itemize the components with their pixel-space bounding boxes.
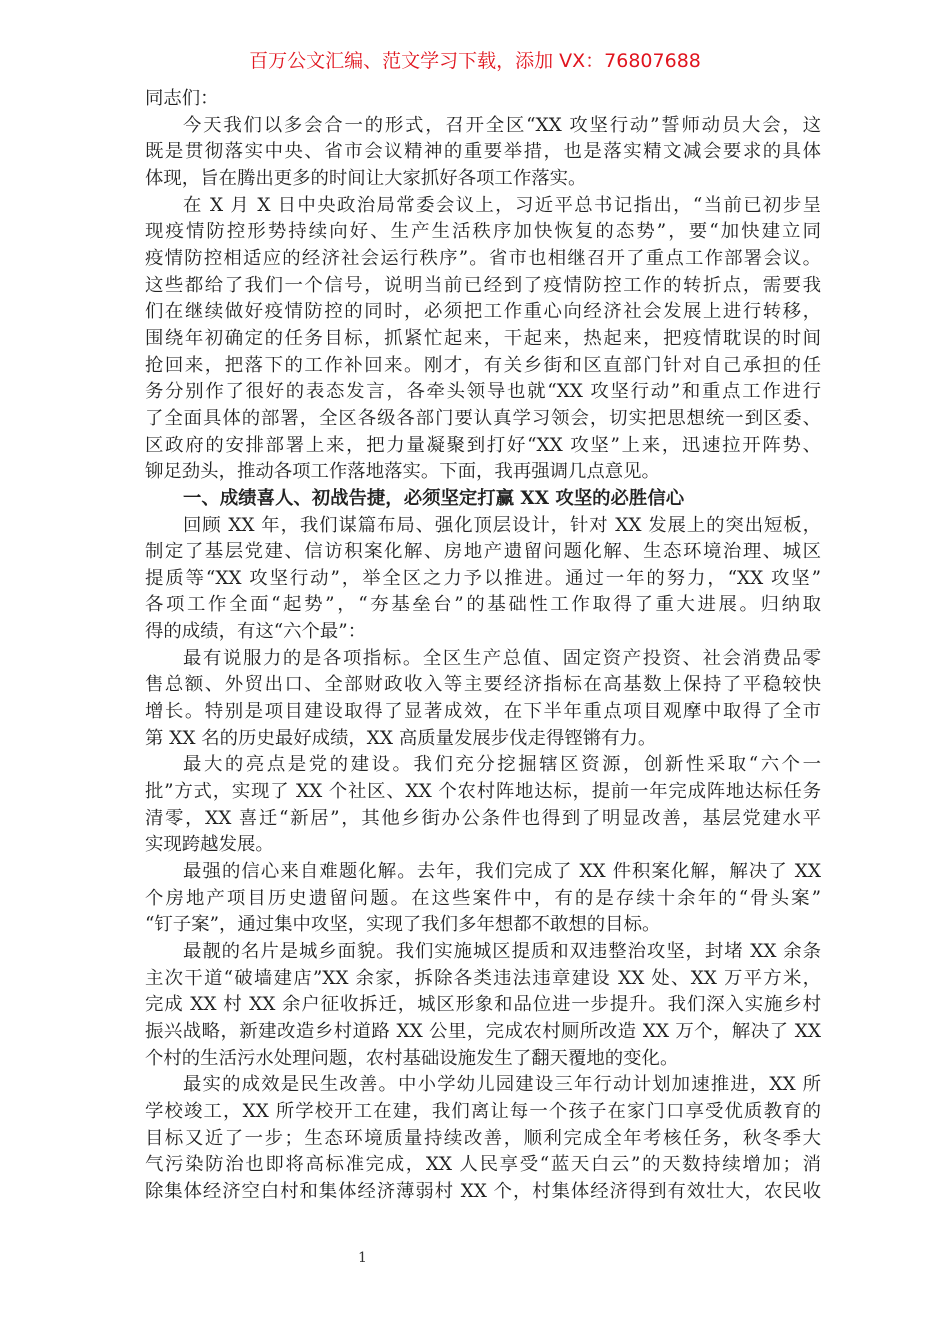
- text-line: 最靓的名片是城乡面貌。我们实施城区提质和双违整治攻坚，封堵 XX 余条: [183, 941, 821, 962]
- text-line: 批”方式，实现了 XX 个社区、XX 个农村阵地达标，提前一年完成阵地达标任务: [145, 781, 821, 803]
- text-line: 各项工作全面“起势”，“夯基垒台”的基础性工作取得了重大进展。归纳取: [145, 594, 821, 616]
- text-line: 完成 XX 村 XX 余户征收拆迁，城区形象和品位进一步提升。我们深入实施乡村: [145, 994, 821, 1016]
- text-line: 最实的成效是民生改善。中小学幼儿园建设三年行动计划加速推进，XX 所: [183, 1074, 821, 1096]
- document-body: [145, 86, 821, 1206]
- salutation: [145, 86, 821, 113]
- text-line: 回顾 XX 年，我们谋篇布局、强化顶层设计，针对 XX 发展上的突出短板，: [183, 514, 821, 536]
- text-line: 主次干道“破墙建店”XX 余家，拆除各类违法违章建设 XX 处、XX 万平方米，: [145, 967, 821, 989]
- text-line: 疫情防控相适应的经济社会运行秩序”。省市也相继召开了重点工作部署会议。: [145, 247, 821, 269]
- text-line: 铆足劲头，推动各项工作落地落实。下面，我再强调几点意见。: [145, 461, 660, 483]
- text-line: 务分别作了很好的表态发言，各牵头领导也就“XX 攻坚行动”和重点工作进行: [145, 381, 821, 403]
- paragraph: [145, 752, 821, 859]
- text-line: “钉子案”，通过集中攻坚，实现了我们多年想都不敢想的目标。: [145, 914, 661, 936]
- paragraph: [145, 859, 821, 939]
- text-line: 实现跨越发展。: [145, 834, 274, 856]
- text-line: 得的成绩，有这“六个最”：: [145, 621, 367, 643]
- watermark-banner: 百万公文汇编、范文学习下载，添加 VX：76807688: [249, 50, 701, 72]
- text-line: 一、成绩喜人、初战告捷，必须坚定打赢 XX 攻坚的必胜信心: [183, 487, 685, 509]
- text-line: 最有说服力的是各项指标。全区生产总值、固定资产投资、社会消费品零: [183, 647, 821, 669]
- text-line: 第 XX 名的历史最好成绩，XX 高质量发展步伐走得铿锵有力。: [145, 727, 657, 749]
- page-number: 1: [358, 1250, 367, 1266]
- text-line: 现疫情防控形势持续向好、生产生活秩序加快恢复的态势”，要“加快建立同: [145, 221, 821, 243]
- text-line: 了全面具体的部署，全区各级各部门要认真学习领会，切实把思想统一到区委、: [145, 407, 821, 429]
- text-line: 除集体经济空白村和集体经济薄弱村 XX 个，村集体经济得到有效壮大，农民收: [145, 1180, 821, 1202]
- text-line: 售总额、外贸出口、全部财政收入等主要经济指标在高基数上保持了平稳较快: [145, 674, 821, 696]
- section-heading: [145, 486, 821, 513]
- text-line: 今天我们以多会合一的形式，召开全区“XX 攻坚行动”誓师动员大会，这: [183, 114, 821, 136]
- text-line: 抢回来，把落下的工作补回来。刚才，有关乡街和区直部门针对自己承担的任: [145, 354, 821, 376]
- text-line: 最大的亮点是党的建设。我们充分挖掘辖区资源，创新性采取“六个一: [183, 754, 821, 776]
- text-line: 们在继续做好疫情防控的同时，必须把工作重心向经济社会发展上进行转移，: [145, 301, 821, 323]
- paragraph: [145, 113, 821, 193]
- text-line: 最强的信心来自难题化解。去年，我们完成了 XX 件积案化解，解决了 XX: [183, 861, 821, 883]
- text-line: 既是贯彻落实中央、省市会议精神的重要举措，也是落实精文减会要求的具体: [145, 141, 821, 163]
- text-line: 振兴战略，新建改造乡村道路 XX 公里，完成农村厕所改造 XX 万个，解决了 XX: [145, 1020, 821, 1042]
- text-line: 制定了基层党建、信访积案化解、房地产遗留问题化解、生态环境治理、城区: [145, 541, 821, 563]
- paragraph: [145, 513, 821, 646]
- paragraph: [145, 1072, 821, 1205]
- text-line: 这些都给了我们一个信号，说明当前已经到了疫情防控工作的转折点，需要我: [145, 274, 821, 296]
- paragraph: [145, 193, 821, 486]
- text-line: 增长。特别是项目建设取得了显著成效，在下半年重点项目观摩中取得了全市: [145, 701, 821, 723]
- text-line: 目标又近了一步；生态环境质量持续改善，顺利完成全年考核任务，秋冬季大: [145, 1127, 821, 1149]
- text-line: 同志们：: [145, 88, 219, 109]
- text-line: 清零，XX 喜迁“新居”，其他乡街办公条件也得到了明显改善，基层党建水平: [145, 807, 821, 829]
- text-line: 学校竣工，XX 所学校开工在建，我们离让每一个孩子在家门口享受优质教育的: [145, 1100, 821, 1122]
- paragraph: [145, 646, 821, 753]
- text-line: 体现，旨在腾出更多的时间让大家抓好各项工作落实。: [145, 167, 587, 189]
- text-line: 提质等“XX 攻坚行动”，举全区之力予以推进。通过一年的努力，“XX 攻坚”: [145, 567, 821, 589]
- text-line: 区政府的安排部署上来，把力量凝聚到打好“XX 攻坚”上来，迅速拉开阵势、: [145, 434, 821, 456]
- text-line: 个村的生活污水处理问题，农村基础设施发生了翻天覆地的变化。: [145, 1047, 679, 1069]
- text-line: 在 X 月 X 日中央政治局常委会议上，习近平总书记指出，“当前已初步呈: [183, 194, 821, 216]
- paragraph: [145, 939, 821, 1072]
- text-line: 气污染防治也即将高标准完成，XX 人民享受“蓝天白云”的天数持续增加；消: [145, 1154, 821, 1176]
- text-line: 个房地产项目历史遗留问题。在这些案件中，有的是存续十余年的“骨头案”: [145, 887, 821, 909]
- text-line: 围绕年初确定的任务目标，抓紧忙起来，干起来，热起来，把疫情耽误的时间: [145, 327, 821, 349]
